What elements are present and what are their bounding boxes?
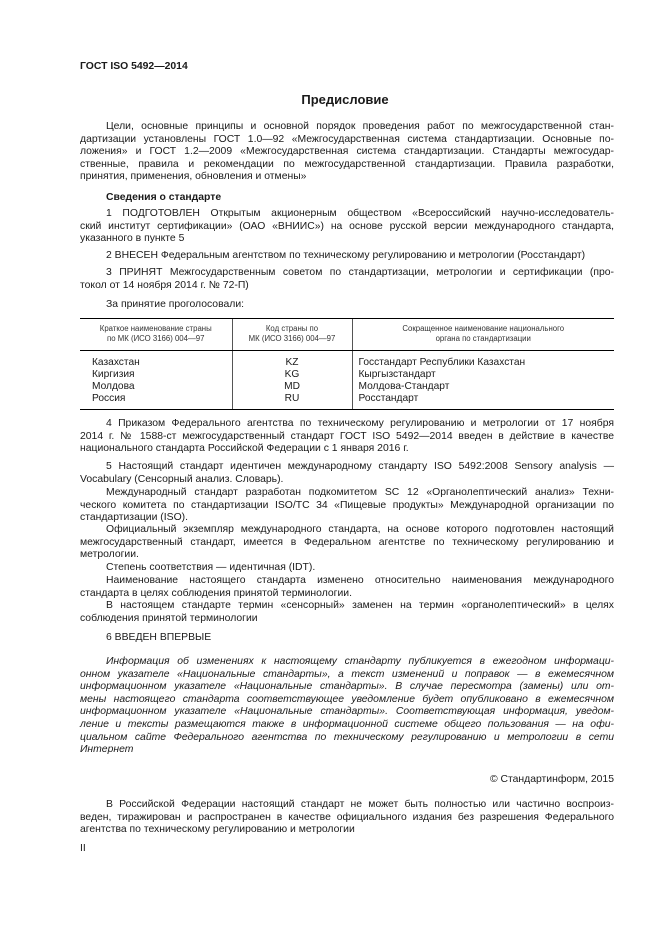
text-line: Vocabulary (Сенсорный анализ. Словарь). [80,473,284,485]
text-line: циальном сайте Федерального агентства по техническому регулированию и метрологии в сети [80,731,614,743]
text-line: информационном указателе «Национальные стандарты». Соответствующая информация, уведом- [80,706,614,718]
country-name: Казахстан [92,357,140,368]
copyright: © Стандартинформ, 2015 [489,774,614,785]
text-line: 2 ВНЕСЕН Федеральным агентством по техническому регулированию и метрологии (Росстандарт) [106,250,586,261]
text-line: 3 ПРИНЯТ Межгосударственным советом по стандартизации, метрологии и сертификации (про- [106,267,614,278]
item-6 [80,632,614,645]
country-name: Россия [80,393,232,410]
column-header-line: МК (ИСО 3166) 004—97 [248,334,336,343]
text-line: Наименование настоящего стандарта изменено относительно наименования международного [106,575,614,586]
intro-paragraph [80,121,614,184]
rights-notice [80,799,614,837]
column-header [80,319,232,351]
text-line: веден, тиражирован и распространен в качестве официального издания без разрешения Федерального [80,811,614,823]
standards-body: Молдова-Стандарт [352,381,614,393]
text-line: 4 Приказом Федерального агентства по техническому регулированию и метрологии от 17 ноября [106,418,614,429]
column-header-line: Краткое наименование страны [99,324,212,333]
table-row [80,393,614,410]
text-line: агентства по техническому регулированию и метрологии [80,824,355,836]
item-3 [80,267,614,292]
text-line: Информация об изменениях к настоящему стандарту публикуется в ежегодном информаци- [106,656,614,667]
column-header-line: Код страны по [265,324,319,333]
text-line: метрологии. [80,549,139,561]
item-5-term-change [80,600,614,625]
item-1 [80,208,614,246]
text-line: ложения» и ГОСТ 1.2—2009 «Межгосударственная система стандартизации. Стандарты межгосудар- [80,146,614,158]
text-line: Степень соответствия — идентичная (IDT). [106,562,316,573]
text-line: Интернет [80,744,134,756]
country-name: Молдова [92,381,135,392]
column-header [232,319,352,351]
text-line: Цели, основные принципы и основной порядок проведения работ по межгосударственной стан- [106,121,614,132]
text-line: 2014 г. № 1588-ст межгосударственный стандарт ГОСТ ISO 5492—2014 введен в действие в качестве [80,430,614,442]
text-line: В Российской Федерации настоящий стандарт не может быть полностью или частично воспроиз- [106,799,614,810]
table-row [80,381,614,393]
section-heading: Сведения о стандарте [106,192,222,203]
text-line: информационном указателе «Национальные стандарты». В случае пересмотра (замены) или от- [80,681,614,693]
column-header [352,319,614,351]
item-5-name-change [80,575,614,600]
voted-label: За принятие проголосовали: [106,299,245,310]
country-name: Киргизия [92,369,135,380]
table-row [80,369,614,381]
item-5-official-copy [80,524,614,562]
text-line: стандарта в целях соблюдения принятой терминологии. [80,587,352,599]
text-line: ческого комитета по стандартизации ISO/TC 34 «Пищевые продукты» Международной организации по [80,499,614,511]
text-line: национального стандарта Российской Федерации с 1 января 2016 г. [80,443,409,455]
item-5-developer [80,487,614,525]
text-line: 1 ПОДГОТОВЛЕН Открытым акционерным обществом «Всероссийский научно-исследователь- [106,208,614,219]
changes-notice [80,656,614,757]
country-code: KG [232,369,352,381]
country-code: MD [232,381,352,393]
standards-body: Кыргызстандарт [352,369,614,381]
page-title: Предисловие [301,92,389,107]
text-line: указанного в пункте 5 [80,233,185,245]
text-line: онном указателе «Национальные стандарты», а текст изменений и поправок — в ежемесячном [80,668,614,680]
text-line: соблюдения принятой терминологии [80,612,258,624]
item-5-degree [80,562,614,575]
text-line: Официальный экземпляр международного стандарта, на основе которого подготовлен настоящий [106,524,614,535]
text-line: 6 ВВЕДЕН ВПЕРВЫЕ [106,632,212,643]
column-header-line: органа по стандартизации [435,334,531,343]
document-header: ГОСТ ISO 5492—2014 [80,61,188,72]
table-header-row [80,319,614,351]
text-line: стандартизации (ISO). [80,512,189,524]
column-header-line: Сокращенное наименование национального [402,324,565,333]
text-line: дартизации установлены ГОСТ 1.0—92 «Межгосударственная система стандартизации. Основные по- [80,133,614,145]
item-2 [80,250,614,263]
item-4 [80,418,614,456]
text-line: межгосударственный стандарт, имеется в Федеральном агентстве по техническому регулированию и [80,536,614,548]
text-line: ление и тексты размещаются также в информационной системе общего пользования — на офи- [80,718,614,730]
table-row [80,351,614,370]
column-header-line: по МК (ИСО 3166) 004—97 [107,334,205,343]
text-line: В настоящем стандарте термин «сенсорный» заменен на термин «органолептический» в целях [106,600,614,611]
standards-body: Госстандарт Республики Казахстан [352,351,614,370]
item-5 [80,461,614,486]
country-code: RU [232,393,352,410]
text-line: мены настоящего стандарта соответствующее уведомление будет опубликовано в ежемесячном [80,693,614,705]
text-line: ский институт сертификации» (ОАО «ВНИИС») на основе русской версии международного стандарта, [80,220,614,232]
text-line: токол от 14 ноября 2014 г. № 72-П) [80,279,249,291]
text-line: Международный стандарт разработан подкомитетом SC 12 «Органолептический анализ» Техни- [106,487,614,498]
country-code: KZ [232,351,352,370]
text-line: принятия, применения, обновления и отмены» [80,171,307,183]
page-number: II [80,843,86,854]
text-line: ственные, правила и рекомендации по межгосударственной стандартизации. Правила разработки, [80,158,614,170]
standards-body: Росстандарт [352,393,614,410]
voting-table [80,318,614,410]
text-line: 5 Настоящий стандарт идентичен международному стандарту ISO 5492:2008 Sensory analysis — [106,461,614,472]
